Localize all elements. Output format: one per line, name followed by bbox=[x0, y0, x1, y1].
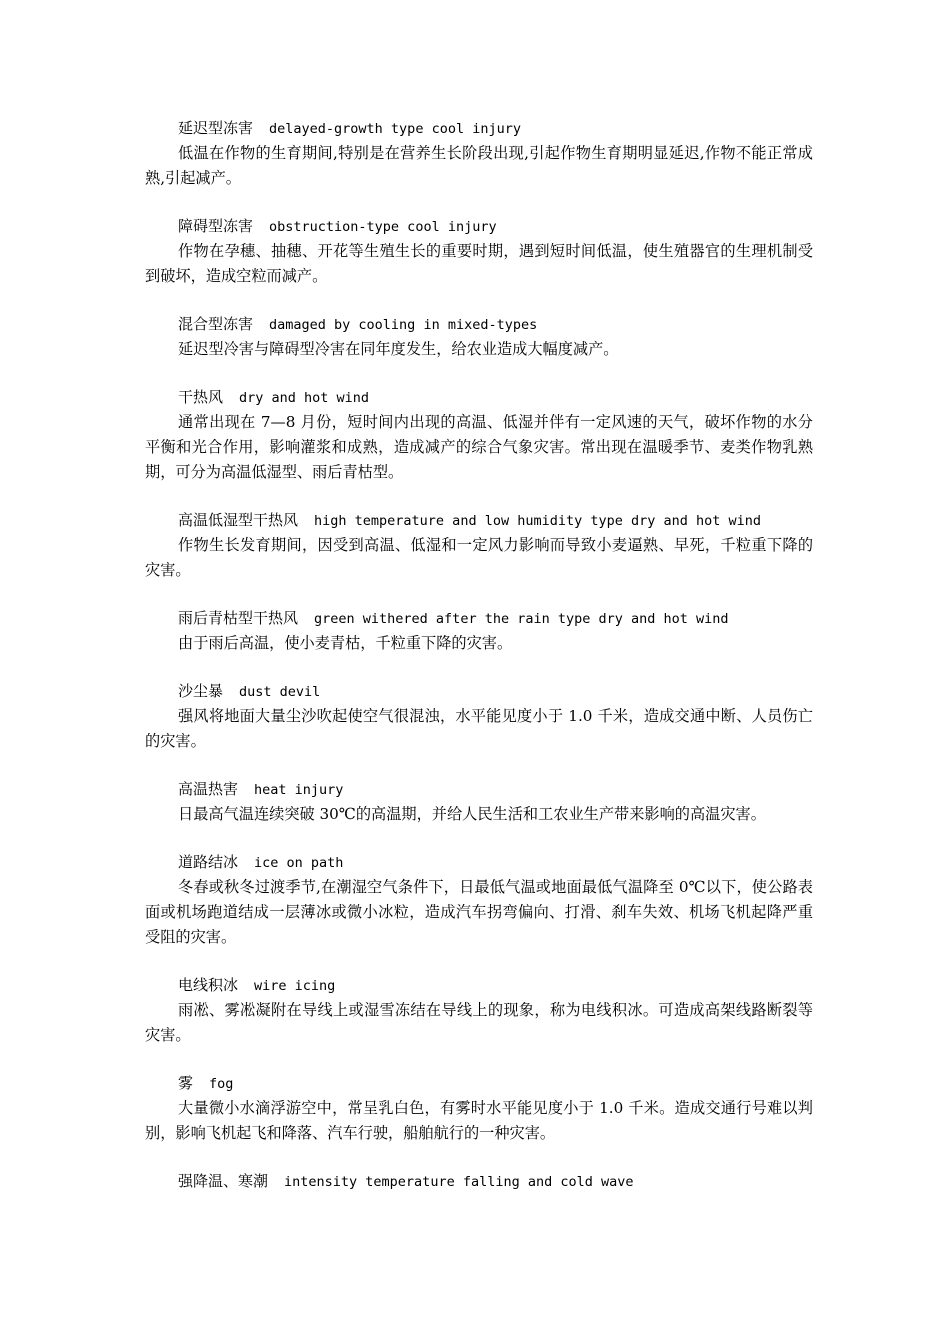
term-heading bbox=[145, 508, 813, 533]
term-chinese: 强降温、寒潮 bbox=[178, 1172, 269, 1190]
term-english: delayed-growth type cool injury bbox=[269, 121, 521, 137]
term-chinese: 混合型冻害 bbox=[178, 315, 254, 333]
term-english: obstruction-type cool injury bbox=[269, 219, 497, 235]
term-english: wire icing bbox=[254, 978, 336, 994]
term-definition: 作物生长发育期间，因受到高温、低湿和一定风力影响而导致小麦逼熟、早死，千粒重下降的灾害。 bbox=[145, 536, 813, 579]
term-heading bbox=[145, 116, 813, 141]
glossary-entry-cold-wave bbox=[145, 1169, 813, 1194]
term-english: intensity temperature falling and cold wave bbox=[284, 1174, 634, 1190]
term-heading bbox=[145, 1071, 813, 1096]
term-definition: 延迟型冷害与障碍型冷害在同年度发生，给农业造成大幅度减产。 bbox=[178, 340, 619, 358]
term-definition: 冬春或秋冬过渡季节,在潮湿空气条件下，日最低气温或地面最低气温降至 0℃以下，使公路表面或机场跑道结成一层薄冰或微小冰粒，造成汽车拐弯偏向、打滑、刹车失效、机场飞机起降严重受阻的灾害。 bbox=[145, 878, 813, 946]
glossary-entry-wire-icing bbox=[145, 973, 813, 1048]
term-heading bbox=[145, 973, 813, 998]
term-chinese: 障碍型冻害 bbox=[178, 217, 254, 235]
term-english: dust devil bbox=[239, 684, 321, 700]
term-chinese: 高温低湿型干热风 bbox=[178, 511, 299, 529]
term-heading bbox=[145, 312, 813, 337]
term-chinese: 雨后青枯型干热风 bbox=[178, 609, 299, 627]
term-definition: 低温在作物的生育期间,特别是在营养生长阶段出现,引起作物生育期明显延迟,作物不能正常成熟,引起减产。 bbox=[145, 144, 813, 187]
glossary-entry-high-temp-low-humidity bbox=[145, 508, 813, 583]
term-heading bbox=[145, 385, 813, 410]
term-heading bbox=[145, 1169, 813, 1194]
glossary-entry-heat-injury bbox=[145, 777, 813, 827]
glossary-entry-ice-on-path bbox=[145, 850, 813, 950]
term-english: ice on path bbox=[254, 855, 344, 871]
glossary-page bbox=[145, 116, 813, 1217]
term-definition: 通常出现在 7—8 月份，短时间内出现的高温、低湿并伴有一定风速的天气，破坏作物的水分平衡和光合作用，影响灌浆和成熟，造成减产的综合气象灾害。常出现在温暖季节、麦类作物乳熟期，可分为高温低湿型、雨后青枯型。 bbox=[145, 413, 813, 481]
term-english: green withered after the rain type dry and hot wind bbox=[314, 611, 729, 627]
term-heading bbox=[145, 679, 813, 704]
glossary-entry-delayed-growth bbox=[145, 116, 813, 191]
term-chinese: 道路结冰 bbox=[178, 853, 239, 871]
term-definition: 作物在孕穗、抽穗、开花等生殖生长的重要时期，遇到短时间低温，使生殖器官的生理机制受到破坏，造成空粒而减产。 bbox=[145, 242, 813, 285]
term-chinese: 高温热害 bbox=[178, 780, 239, 798]
term-english: damaged by cooling in mixed-types bbox=[269, 317, 538, 333]
term-chinese: 延迟型冻害 bbox=[178, 119, 254, 137]
term-heading bbox=[145, 214, 813, 239]
term-heading bbox=[145, 606, 813, 631]
term-english: heat injury bbox=[254, 782, 344, 798]
term-definition: 强风将地面大量尘沙吹起使空气很混浊，水平能见度小于 1.0 千米，造成交通中断、人员伤亡的灾害。 bbox=[145, 707, 813, 750]
glossary-entry-mixed-type bbox=[145, 312, 813, 362]
term-english: dry and hot wind bbox=[239, 390, 370, 406]
term-heading bbox=[145, 777, 813, 802]
glossary-entry-dry-hot-wind bbox=[145, 385, 813, 485]
term-chinese: 沙尘暴 bbox=[178, 682, 224, 700]
term-chinese: 电线积冰 bbox=[178, 976, 239, 994]
term-english: fog bbox=[209, 1076, 234, 1092]
glossary-entry-fog bbox=[145, 1071, 813, 1146]
glossary-entry-dust-devil bbox=[145, 679, 813, 754]
term-definition: 日最高气温连续突破 30℃的高温期，并给人民生活和工农业生产带来影响的高温灾害。 bbox=[178, 805, 766, 823]
term-heading bbox=[145, 850, 813, 875]
term-definition: 大量微小水滴浮游空中，常呈乳白色，有雾时水平能见度小于 1.0 千米。造成交通行号难以判别，影响飞机起飞和降落、汽车行驶，船舶航行的一种灾害。 bbox=[145, 1099, 813, 1142]
glossary-entry-green-withered bbox=[145, 606, 813, 656]
term-chinese: 干热风 bbox=[178, 388, 224, 406]
term-chinese: 雾 bbox=[178, 1074, 194, 1092]
glossary-entry-obstruction-type bbox=[145, 214, 813, 289]
term-definition: 由于雨后高温，使小麦青枯，千粒重下降的灾害。 bbox=[178, 634, 513, 652]
term-english: high temperature and low humidity type dry and hot wind bbox=[314, 513, 762, 529]
term-definition: 雨凇、雾凇凝附在导线上或湿雪冻结在导线上的现象，称为电线积冰。可造成高架线路断裂等灾害。 bbox=[145, 1001, 813, 1044]
